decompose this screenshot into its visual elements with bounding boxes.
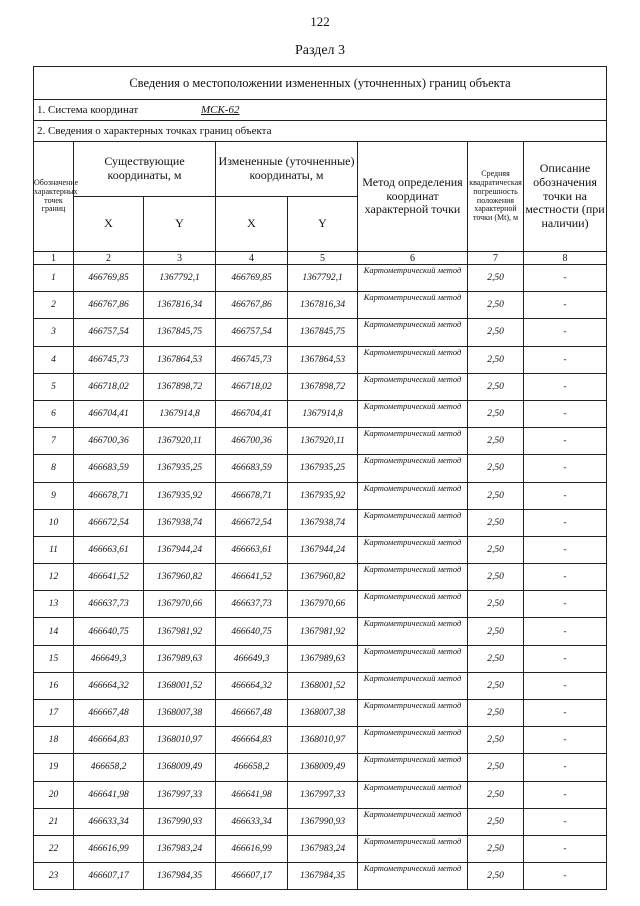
cell-description: -: [524, 564, 607, 591]
cell-existing-y: 1367816,34: [144, 292, 216, 319]
cell-error: 2,50: [468, 564, 524, 591]
cell-changed-y: 1367864,53: [288, 346, 358, 373]
cell-point-id: 14: [34, 618, 74, 645]
cell-description: -: [524, 808, 607, 835]
cell-method: Картометрический метод: [358, 672, 468, 699]
cell-changed-y: 1367960,82: [288, 564, 358, 591]
cell-existing-x: 466641,52: [74, 564, 144, 591]
cell-point-id: 15: [34, 645, 74, 672]
cell-existing-y: 1368007,38: [144, 700, 216, 727]
cell-error: 2,50: [468, 428, 524, 455]
cell-error: 2,50: [468, 319, 524, 346]
cell-method: Картометрический метод: [358, 727, 468, 754]
cell-changed-x: 466672,54: [216, 509, 288, 536]
cell-point-id: 2: [34, 292, 74, 319]
cell-existing-y: 1368010,97: [144, 727, 216, 754]
cell-existing-x: 466637,73: [74, 591, 144, 618]
cell-changed-y: 1368001,52: [288, 672, 358, 699]
cell-existing-y: 1367935,25: [144, 455, 216, 482]
cell-changed-x: 466658,2: [216, 754, 288, 781]
header-description: Описание обозначения точки на местности (при наличии): [524, 142, 607, 252]
cell-changed-x: 466664,83: [216, 727, 288, 754]
cell-existing-x: 466718,02: [74, 373, 144, 400]
cell-method: Картометрический метод: [358, 292, 468, 319]
cell-changed-x: 466745,73: [216, 346, 288, 373]
cell-existing-y: 1367989,63: [144, 645, 216, 672]
column-number-row: [34, 252, 607, 265]
cell-changed-x: 466667,48: [216, 700, 288, 727]
cell-existing-x: 466769,85: [74, 265, 144, 292]
cell-error: 2,50: [468, 672, 524, 699]
cell-point-id: 5: [34, 373, 74, 400]
table-row: [34, 400, 607, 427]
cell-error: 2,50: [468, 265, 524, 292]
cell-existing-y: 1368009,49: [144, 754, 216, 781]
cell-changed-x: 466641,98: [216, 781, 288, 808]
column-number: 8: [524, 252, 607, 265]
cell-changed-y: 1367935,92: [288, 482, 358, 509]
cell-method: Картометрический метод: [358, 400, 468, 427]
cell-point-id: 13: [34, 591, 74, 618]
cell-changed-y: 1367984,35: [288, 863, 358, 890]
cell-changed-y: 1367845,75: [288, 319, 358, 346]
cell-changed-x: 466641,52: [216, 564, 288, 591]
table-title: Сведения о местоположении измененных (уточненных) границ объекта: [34, 67, 607, 100]
cell-description: -: [524, 400, 607, 427]
cell-error: 2,50: [468, 373, 524, 400]
cell-description: -: [524, 455, 607, 482]
cell-error: 2,50: [468, 509, 524, 536]
cell-method: Картометрический метод: [358, 346, 468, 373]
cell-changed-y: 1368010,97: [288, 727, 358, 754]
cell-error: 2,50: [468, 808, 524, 835]
cell-changed-y: 1367914,8: [288, 400, 358, 427]
table-row: [34, 835, 607, 862]
header-method: Метод определения координат характерной точки: [358, 142, 468, 252]
cell-changed-x: 466678,71: [216, 482, 288, 509]
cell-changed-y: 1367990,93: [288, 808, 358, 835]
cell-existing-y: 1367944,24: [144, 536, 216, 563]
column-number: 5: [288, 252, 358, 265]
cell-changed-y: 1367898,72: [288, 373, 358, 400]
cell-existing-x: 466664,83: [74, 727, 144, 754]
cell-changed-y: 1367981,92: [288, 618, 358, 645]
cell-changed-x: 466607,17: [216, 863, 288, 890]
cell-existing-x: 466658,2: [74, 754, 144, 781]
cell-method: Картометрический метод: [358, 509, 468, 536]
cell-description: -: [524, 700, 607, 727]
cell-changed-y: 1367816,34: [288, 292, 358, 319]
cell-point-id: 3: [34, 319, 74, 346]
cell-method: Картометрический метод: [358, 536, 468, 563]
cell-error: 2,50: [468, 645, 524, 672]
cell-changed-x: 466633,34: [216, 808, 288, 835]
cell-point-id: 8: [34, 455, 74, 482]
cell-point-id: 21: [34, 808, 74, 835]
table-row: [34, 536, 607, 563]
header-error: Средняя квадратическая погрешность положения характерной точки (Mt), м: [468, 142, 524, 252]
table-row: [34, 428, 607, 455]
cell-method: Картометрический метод: [358, 373, 468, 400]
cell-existing-y: 1367983,24: [144, 835, 216, 862]
cell-changed-y: 1368007,38: [288, 700, 358, 727]
cell-existing-y: 1367981,92: [144, 618, 216, 645]
cell-changed-x: 466637,73: [216, 591, 288, 618]
cell-changed-x: 466718,02: [216, 373, 288, 400]
cell-description: -: [524, 645, 607, 672]
cell-existing-x: 466663,61: [74, 536, 144, 563]
cell-existing-y: 1367920,11: [144, 428, 216, 455]
cell-existing-y: 1367792,1: [144, 265, 216, 292]
table-row: [34, 672, 607, 699]
cell-existing-x: 466700,36: [74, 428, 144, 455]
cell-point-id: 17: [34, 700, 74, 727]
cell-description: -: [524, 835, 607, 862]
cell-error: 2,50: [468, 727, 524, 754]
cell-changed-x: 466640,75: [216, 618, 288, 645]
header-point-designation: Обозначение характерных точек границ: [34, 142, 74, 252]
cell-existing-x: 466633,34: [74, 808, 144, 835]
table-row: [34, 700, 607, 727]
table-row: [34, 509, 607, 536]
cell-existing-x: 466704,41: [74, 400, 144, 427]
cell-existing-x: 466667,48: [74, 700, 144, 727]
cell-method: Картометрический метод: [358, 754, 468, 781]
cell-error: 2,50: [468, 700, 524, 727]
table-row: [34, 727, 607, 754]
cell-changed-y: 1367935,25: [288, 455, 358, 482]
cell-point-id: 7: [34, 428, 74, 455]
table-row: [34, 808, 607, 835]
cell-existing-y: 1367990,93: [144, 808, 216, 835]
cell-point-id: 4: [34, 346, 74, 373]
cell-changed-y: 1367920,11: [288, 428, 358, 455]
column-number: 2: [74, 252, 144, 265]
table-row: [34, 265, 607, 292]
cell-changed-y: 1367938,74: [288, 509, 358, 536]
cell-error: 2,50: [468, 292, 524, 319]
cell-existing-x: 466767,86: [74, 292, 144, 319]
header-existing-coords: Существующие координаты, м: [74, 142, 216, 197]
cell-description: -: [524, 536, 607, 563]
table-row: [34, 863, 607, 890]
cell-point-id: 20: [34, 781, 74, 808]
cell-existing-x: 466641,98: [74, 781, 144, 808]
cell-existing-y: 1367935,92: [144, 482, 216, 509]
cell-method: Картометрический метод: [358, 835, 468, 862]
cell-existing-x: 466649,3: [74, 645, 144, 672]
cell-changed-x: 466663,61: [216, 536, 288, 563]
cell-changed-x: 466649,3: [216, 645, 288, 672]
cell-description: -: [524, 292, 607, 319]
cell-changed-y: 1367989,63: [288, 645, 358, 672]
cell-changed-x: 466769,85: [216, 265, 288, 292]
cell-existing-x: 466640,75: [74, 618, 144, 645]
cell-changed-y: 1367792,1: [288, 265, 358, 292]
cell-error: 2,50: [468, 346, 524, 373]
section-title: Раздел 3: [294, 43, 346, 58]
cell-existing-y: 1367845,75: [144, 319, 216, 346]
column-number: 7: [468, 252, 524, 265]
cell-existing-x: 466683,59: [74, 455, 144, 482]
cell-point-id: 23: [34, 863, 74, 890]
cell-error: 2,50: [468, 863, 524, 890]
cell-point-id: 22: [34, 835, 74, 862]
cell-description: -: [524, 727, 607, 754]
cell-existing-x: 466672,54: [74, 509, 144, 536]
cell-changed-x: 466704,41: [216, 400, 288, 427]
cell-error: 2,50: [468, 591, 524, 618]
cell-method: Картометрический метод: [358, 781, 468, 808]
cell-error: 2,50: [468, 754, 524, 781]
table-row: [34, 319, 607, 346]
header-y-existing: Y: [144, 197, 216, 252]
cell-point-id: 16: [34, 672, 74, 699]
cell-method: Картометрический метод: [358, 482, 468, 509]
cell-point-id: 12: [34, 564, 74, 591]
cell-description: -: [524, 672, 607, 699]
cell-method: Картометрический метод: [358, 808, 468, 835]
column-number: 6: [358, 252, 468, 265]
cell-existing-x: 466664,32: [74, 672, 144, 699]
cell-method: Картометрический метод: [358, 319, 468, 346]
cell-existing-x: 466678,71: [74, 482, 144, 509]
cell-description: -: [524, 265, 607, 292]
header-x-changed: X: [216, 197, 288, 252]
table-row: [34, 564, 607, 591]
cell-changed-y: 1367997,33: [288, 781, 358, 808]
table-row: [34, 591, 607, 618]
cell-existing-y: 1367864,53: [144, 346, 216, 373]
cell-changed-y: 1367983,24: [288, 835, 358, 862]
cell-existing-y: 1367938,74: [144, 509, 216, 536]
cell-changed-x: 466757,54: [216, 319, 288, 346]
page-number: 122: [310, 14, 330, 29]
cell-description: -: [524, 509, 607, 536]
cell-existing-y: 1367984,35: [144, 863, 216, 890]
cell-point-id: 1: [34, 265, 74, 292]
table-row: [34, 645, 607, 672]
cell-description: -: [524, 428, 607, 455]
cell-error: 2,50: [468, 400, 524, 427]
coord-system-label: 1. Система координат: [37, 104, 139, 116]
column-number: 1: [34, 252, 74, 265]
points-heading: 2. Сведения о характерных точках границ объекта: [34, 121, 607, 142]
cell-existing-y: 1367914,8: [144, 400, 216, 427]
cell-existing-x: 466757,54: [74, 319, 144, 346]
coord-system-value: МСК-62: [200, 104, 240, 116]
cell-existing-x: 466607,17: [74, 863, 144, 890]
table-row: [34, 346, 607, 373]
cell-method: Картометрический метод: [358, 265, 468, 292]
cell-error: 2,50: [468, 835, 524, 862]
header-changed-coords: Измененные (уточненные) координаты, м: [216, 142, 358, 197]
table-row: [34, 455, 607, 482]
cell-changed-y: 1368009,49: [288, 754, 358, 781]
cell-error: 2,50: [468, 618, 524, 645]
cell-error: 2,50: [468, 781, 524, 808]
cell-point-id: 18: [34, 727, 74, 754]
cell-method: Картометрический метод: [358, 564, 468, 591]
cell-description: -: [524, 373, 607, 400]
cell-changed-x: 466683,59: [216, 455, 288, 482]
header-x-existing: X: [74, 197, 144, 252]
cell-changed-x: 466664,32: [216, 672, 288, 699]
cell-existing-x: 466745,73: [74, 346, 144, 373]
table-row: [34, 482, 607, 509]
cell-existing-y: 1367898,72: [144, 373, 216, 400]
cell-method: Картометрический метод: [358, 863, 468, 890]
cell-existing-x: 466616,99: [74, 835, 144, 862]
cell-method: Картометрический метод: [358, 591, 468, 618]
column-number: 4: [216, 252, 288, 265]
table-row: [34, 754, 607, 781]
cell-error: 2,50: [468, 482, 524, 509]
cell-error: 2,50: [468, 455, 524, 482]
cell-changed-y: 1367944,24: [288, 536, 358, 563]
cell-point-id: 11: [34, 536, 74, 563]
table-row: [34, 373, 607, 400]
boundary-points-table: [33, 66, 607, 890]
cell-description: -: [524, 319, 607, 346]
cell-point-id: 9: [34, 482, 74, 509]
cell-error: 2,50: [468, 536, 524, 563]
cell-method: Картометрический метод: [358, 455, 468, 482]
cell-description: -: [524, 618, 607, 645]
cell-changed-y: 1367970,66: [288, 591, 358, 618]
table-row: [34, 618, 607, 645]
table-row: [34, 292, 607, 319]
table-row: [34, 781, 607, 808]
cell-point-id: 10: [34, 509, 74, 536]
cell-description: -: [524, 781, 607, 808]
cell-description: -: [524, 754, 607, 781]
cell-description: -: [524, 591, 607, 618]
cell-existing-y: 1367997,33: [144, 781, 216, 808]
cell-description: -: [524, 863, 607, 890]
cell-changed-x: 466616,99: [216, 835, 288, 862]
cell-description: -: [524, 482, 607, 509]
cell-description: -: [524, 346, 607, 373]
header-y-changed: Y: [288, 197, 358, 252]
column-number: 3: [144, 252, 216, 265]
cell-method: Картометрический метод: [358, 700, 468, 727]
cell-point-id: 6: [34, 400, 74, 427]
cell-changed-x: 466767,86: [216, 292, 288, 319]
cell-method: Картометрический метод: [358, 618, 468, 645]
cell-existing-y: 1367960,82: [144, 564, 216, 591]
coord-system-line: [34, 100, 607, 121]
cell-existing-y: 1367970,66: [144, 591, 216, 618]
cell-point-id: 19: [34, 754, 74, 781]
cell-method: Картометрический метод: [358, 645, 468, 672]
cell-changed-x: 466700,36: [216, 428, 288, 455]
cell-method: Картометрический метод: [358, 428, 468, 455]
cell-existing-y: 1368001,52: [144, 672, 216, 699]
